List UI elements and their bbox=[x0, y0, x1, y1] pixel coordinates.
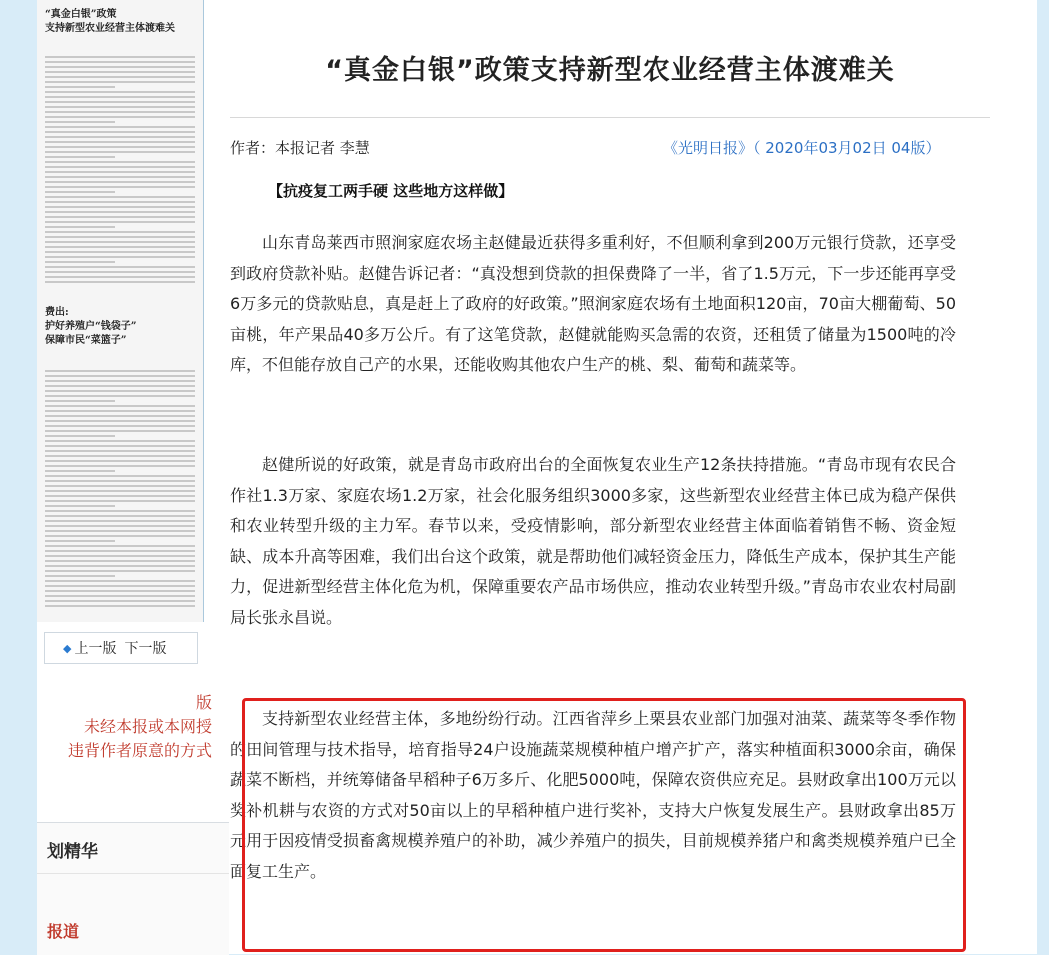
thumb-text-line bbox=[45, 81, 195, 83]
thumb-text-line bbox=[45, 380, 195, 382]
thumb-text-line bbox=[45, 470, 115, 472]
thumb-text-line bbox=[45, 206, 195, 208]
article-paragraph: 山东青岛莱西市照涧家庭农场主赵健最近获得多重利好，不但顺利拿到200万元银行贷款，还享受到政府贷款补贴。赵健告诉记者：“真没想到贷款的担保费降了一半，省了1.5万元，下一步还能再享受6万多元的贷款贴息，真是赶上了政府的好政策。”照涧家庭农场有土地面积120亩，70亩大棚葡萄、50亩桃，年产果品40多万公斤。有了这笔贷款，赵健就能购买急需的农资，还租赁了储量为1500吨的冷库，不但能存放自己产的水果，还能收购其他农户生产的桃、梨、葡萄和蔬菜等。 bbox=[230, 233, 956, 375]
page-navigation bbox=[44, 632, 198, 664]
thumb-text-line bbox=[45, 271, 195, 273]
thumb-text-line bbox=[45, 176, 195, 178]
thumb-text-line bbox=[45, 231, 195, 233]
thumb-text-line bbox=[45, 111, 195, 113]
thumb-text-line bbox=[45, 515, 195, 517]
thumb-text-line bbox=[45, 510, 195, 512]
thumb-text-line bbox=[45, 171, 195, 173]
thumb-text-line bbox=[45, 530, 195, 532]
thumb-text-line bbox=[45, 226, 115, 228]
thumb-text-line bbox=[45, 181, 195, 183]
thumb-headline-2: 支持新型农业经营主体渡难关 bbox=[45, 23, 175, 34]
article-source-link[interactable]: 《光明日报》（ 2020年03月02日 04版） bbox=[663, 139, 941, 157]
diamond-icon: ◆ bbox=[63, 641, 72, 655]
thumb-text-line bbox=[45, 61, 195, 63]
thumb-headline-1: “真金白银”政策 bbox=[45, 9, 117, 20]
thumb-text-line bbox=[45, 410, 195, 412]
thumb-text-line bbox=[45, 475, 195, 477]
thumb-text-line bbox=[45, 420, 195, 422]
thumb-text-line bbox=[45, 91, 195, 93]
page-thumbnail[interactable] bbox=[37, 0, 204, 622]
title-divider bbox=[230, 117, 990, 118]
thumb-text-line bbox=[45, 430, 195, 432]
thumb-text-line bbox=[45, 480, 195, 482]
thumb-text-line bbox=[45, 450, 195, 452]
thumb-text-line bbox=[45, 151, 195, 153]
thumb-text-line bbox=[45, 131, 195, 133]
article-subhead: 【抗疫复工两手硬 这些地方这样做】 bbox=[268, 182, 514, 200]
thumb-text-line bbox=[45, 116, 195, 118]
thumb-text-line bbox=[45, 425, 195, 427]
thumb-text-line bbox=[45, 545, 195, 547]
thumb-text-line bbox=[45, 281, 195, 283]
thumb-text-line bbox=[45, 465, 195, 467]
thumb-headline-4: 护好养殖户“钱袋子” bbox=[45, 321, 137, 332]
prev-page-link[interactable]: 上一版 bbox=[74, 641, 117, 657]
thumb-text-line bbox=[45, 166, 195, 168]
thumb-text-line bbox=[45, 520, 195, 522]
thumb-text-line bbox=[45, 370, 195, 372]
thumb-text-line bbox=[45, 605, 195, 607]
thumb-text-line bbox=[45, 236, 195, 238]
thumb-text-line bbox=[45, 201, 195, 203]
section-divider bbox=[37, 873, 229, 874]
thumb-text-line bbox=[45, 66, 195, 68]
thumb-text-line bbox=[45, 375, 195, 377]
thumb-text-line bbox=[45, 266, 195, 268]
thumb-headline-3: 费出: bbox=[45, 307, 69, 318]
thumb-text-line bbox=[45, 415, 195, 417]
thumb-text-line bbox=[45, 395, 195, 397]
thumb-headline-5: 保障市民“菜篮子” bbox=[45, 335, 127, 346]
thumb-text-line bbox=[45, 136, 195, 138]
thumb-text-line bbox=[45, 141, 195, 143]
thumb-text-line bbox=[45, 505, 115, 507]
thumb-text-line bbox=[45, 276, 195, 278]
copyright-line-3: 违背作者原意的方式 bbox=[67, 741, 212, 760]
thumb-text-line bbox=[45, 221, 195, 223]
thumb-text-line bbox=[45, 565, 195, 567]
thumb-text-line bbox=[45, 485, 195, 487]
thumb-text-line bbox=[45, 86, 115, 88]
thumb-text-line bbox=[45, 595, 195, 597]
thumb-text-line bbox=[45, 440, 195, 442]
thumb-text-line bbox=[45, 405, 195, 407]
article-author: 作者：本报记者 李慧 bbox=[230, 139, 370, 157]
thumb-text-line bbox=[45, 495, 195, 497]
thumb-text-line bbox=[45, 590, 195, 592]
thumb-text-line bbox=[45, 106, 195, 108]
thumb-text-line bbox=[45, 525, 195, 527]
thumb-text-line bbox=[45, 256, 195, 258]
thumb-text-line bbox=[45, 390, 195, 392]
next-page-link[interactable]: 下一版 bbox=[124, 641, 167, 657]
thumb-text-line bbox=[45, 246, 195, 248]
thumb-text-line bbox=[45, 435, 115, 437]
thumb-text-line bbox=[45, 455, 195, 457]
section-title: 划精华 bbox=[47, 842, 98, 862]
thumb-text-line bbox=[45, 211, 195, 213]
thumb-text-line bbox=[45, 580, 195, 582]
thumb-text-line bbox=[45, 445, 195, 447]
article-title: “真金白银”政策支持新型农业经营主体渡难关 bbox=[325, 55, 895, 86]
thumb-text-line bbox=[45, 600, 195, 602]
thumb-text-line bbox=[45, 216, 195, 218]
section-link[interactable]: 报道 bbox=[47, 922, 80, 941]
thumb-text-line bbox=[45, 76, 195, 78]
thumb-text-line bbox=[45, 126, 195, 128]
thumb-text-line bbox=[45, 555, 195, 557]
thumb-text-line bbox=[45, 161, 195, 163]
thumb-text-line bbox=[45, 101, 195, 103]
thumb-text-line bbox=[45, 146, 195, 148]
thumb-text-line bbox=[45, 241, 195, 243]
thumb-text-line bbox=[45, 71, 195, 73]
thumb-text-line bbox=[45, 540, 115, 542]
thumb-text-line bbox=[45, 251, 195, 253]
thumb-text-line bbox=[45, 460, 195, 462]
thumb-text-line bbox=[45, 96, 195, 98]
thumb-text-line bbox=[45, 121, 115, 123]
thumb-text-line bbox=[45, 191, 115, 193]
copyright-line-1: 版 bbox=[195, 693, 212, 712]
thumb-text-line bbox=[45, 56, 195, 58]
thumb-text-line bbox=[45, 156, 115, 158]
featured-section bbox=[37, 822, 229, 955]
thumb-text-line bbox=[45, 550, 195, 552]
thumb-text-line bbox=[45, 500, 195, 502]
thumb-text-line bbox=[45, 535, 195, 537]
thumb-text-line bbox=[45, 196, 195, 198]
copyright-line-2: 未经本报或本网授 bbox=[83, 717, 212, 736]
thumb-text-line bbox=[45, 186, 195, 188]
thumb-text-line bbox=[45, 261, 115, 263]
thumb-text-line bbox=[45, 400, 115, 402]
thumb-text-line bbox=[45, 585, 195, 587]
highlight-box bbox=[242, 698, 966, 952]
thumb-text-line bbox=[45, 560, 195, 562]
article-paragraph: 支持新型农业经营主体，多地纷纷行动。江西省萍乡上栗县农业部门加强对油菜、蔬菜等冬季作物的田间管理与技术指导，培育指导24户设施蔬菜规模种植户增产扩产，落实种植面积3000余亩，确保蔬菜不断档，并统筹储备早稻种子6万多斤、化肥5000吨，保障农资供应充足。县财政拿出100万元以奖补机耕与农资的方式对50亩以上的早稻种植户进行奖补，支持大户恢复发展生产。县财政拿出85万元用于因疫情受损畜禽规模养殖户的补助，减少养殖户的损失，目前规模养猪户和禽类规模养殖户已全面复工生产。 bbox=[230, 709, 956, 881]
article-paragraph: 赵健所说的好政策，就是青岛市政府出台的全面恢复农业生产12条扶持措施。“青岛市现有农民合作社1.3万家、家庭农场1.2万家，社会化服务组织3000多家，这些新型农业经营主体已成为稳产保供和农业转型升级的主力军。春节以来，受疫情影响，部分新型农业经营主体面临着销售不畅、资金短缺、成本升高等困难，我们出台这个政策，就是帮助他们减轻资金压力，降低生产成本，保护其生产能力，促进新型经营主体化危为机，保障重要农产品市场供应，推动农业转型升级。”青岛市农业农村局副局长张永昌说。 bbox=[230, 455, 956, 627]
thumb-text-line bbox=[45, 385, 195, 387]
thumb-text-line bbox=[45, 570, 195, 572]
thumb-text-line bbox=[45, 575, 115, 577]
thumb-text-line bbox=[45, 490, 195, 492]
